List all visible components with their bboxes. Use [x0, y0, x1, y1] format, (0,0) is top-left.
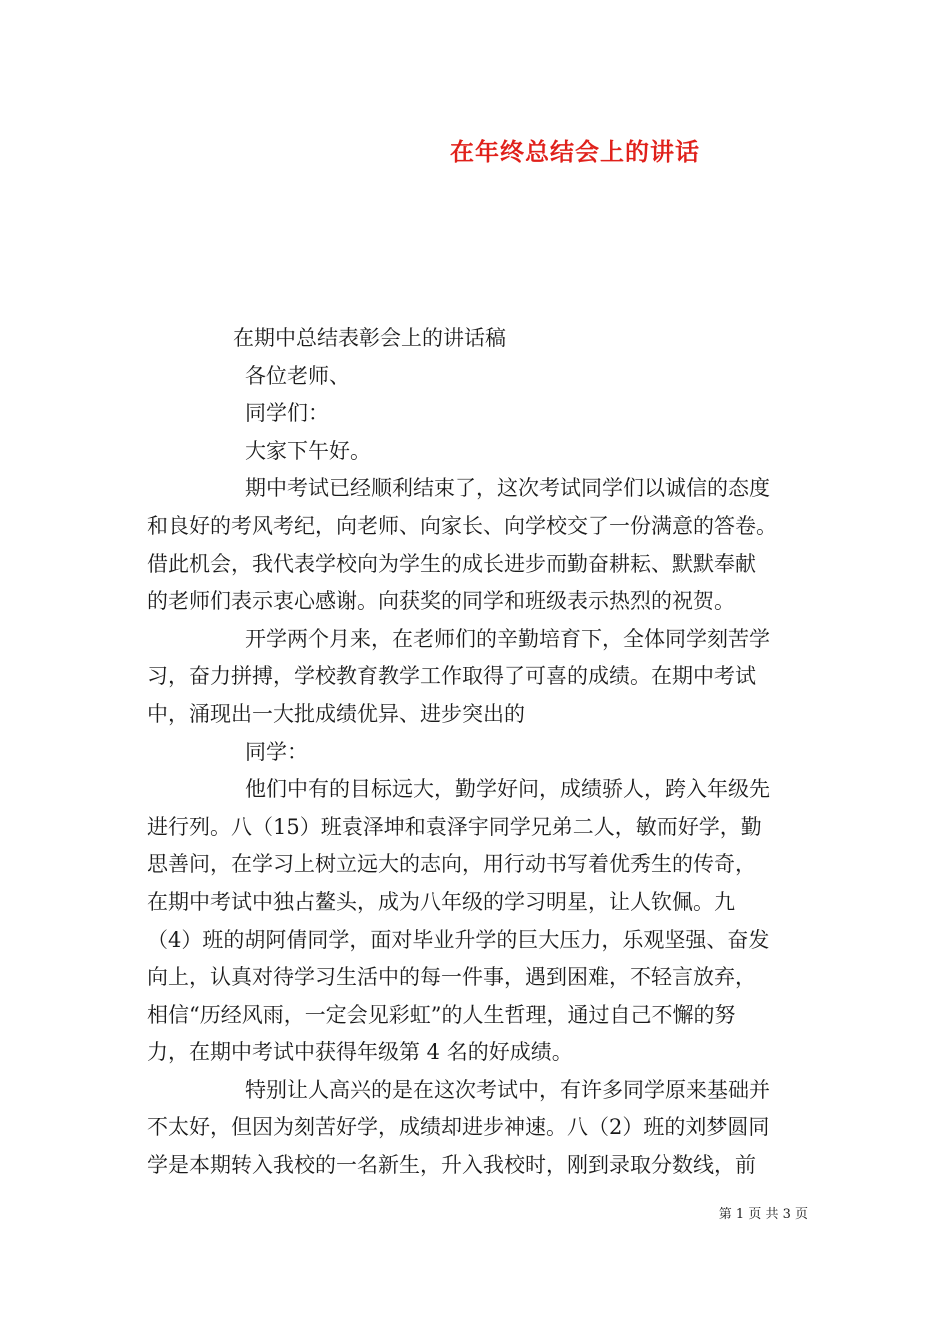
text-line: 学是本期转入我校的一名新生，升入我校时，刚到录取分数线，前 — [147, 1153, 756, 1178]
text-line: 在期中考试中独占鳌头，成为八年级的学习明星，让人钦佩。九 — [147, 889, 735, 914]
text-line: 大家下午好。 — [245, 438, 371, 463]
text-line: 力，在期中考试中获得年级第 4 名的好成绩。 — [147, 1040, 573, 1065]
page-indicator: 第 1 页 共 3 页 — [718, 1207, 808, 1222]
text-line: 不太好，但因为刻苦好学，成绩却进步神速。八（2）班的刘梦圆同 — [147, 1115, 770, 1140]
text-line: 他们中有的目标远大，勤学好问，成绩骄人，跨入年级先 — [245, 777, 770, 802]
text-line: 进行列。八（15）班袁泽坤和袁泽宇同学兄弟二人，敏而好学，勤 — [147, 814, 762, 839]
text-line: 特别让人高兴的是在这次考试中，有许多同学原来基础并 — [245, 1077, 770, 1102]
text-line: 中，涌现出一大批成绩优异、进步突出的 — [147, 701, 525, 726]
text-line: 在期中总结表彰会上的讲话稿 — [233, 326, 506, 350]
text-line: 期中考试已经顺利结束了，这次考试同学们以诚信的态度 — [245, 476, 770, 501]
text-line: 开学两个月来，在老师们的辛勤培育下，全体同学刻苦学 — [245, 626, 770, 651]
text-line: 思善问，在学习上树立远大的志向，用行动书写着优秀生的传奇， — [147, 852, 756, 877]
text-line: （4）班的胡阿倩同学，面对毕业升学的巨大压力，乐观坚强、奋发 — [147, 927, 770, 952]
text-line: 借此机会，我代表学校向为学生的成长进步而勤奋耕耘、默默奉献 — [147, 551, 756, 576]
text-line: 和良好的考风考纪，向老师、向家长、向学校交了一份满意的答卷。 — [147, 513, 777, 538]
text-line: 同学： — [245, 739, 308, 764]
text-line: 习，奋力拼搏，学校教育教学工作取得了可喜的成绩。在期中考试 — [147, 664, 756, 689]
text-line: 同学们： — [245, 401, 329, 426]
text-line: 向上，认真对待学习生活中的每一件事，遇到困难，不轻言放弃， — [147, 965, 756, 990]
document-title: 在年终总结会上的讲话 — [450, 137, 700, 166]
text-line: 的老师们表示衷心感谢。向获奖的同学和班级表示热烈的祝贺。 — [147, 589, 735, 614]
text-line: 各位老师、 — [245, 363, 350, 388]
document-body — [147, 320, 815, 1185]
text-line: 相信“历经风雨，一定会见彩虹”的人生哲理，通过自己不懈的努 — [147, 1002, 736, 1027]
